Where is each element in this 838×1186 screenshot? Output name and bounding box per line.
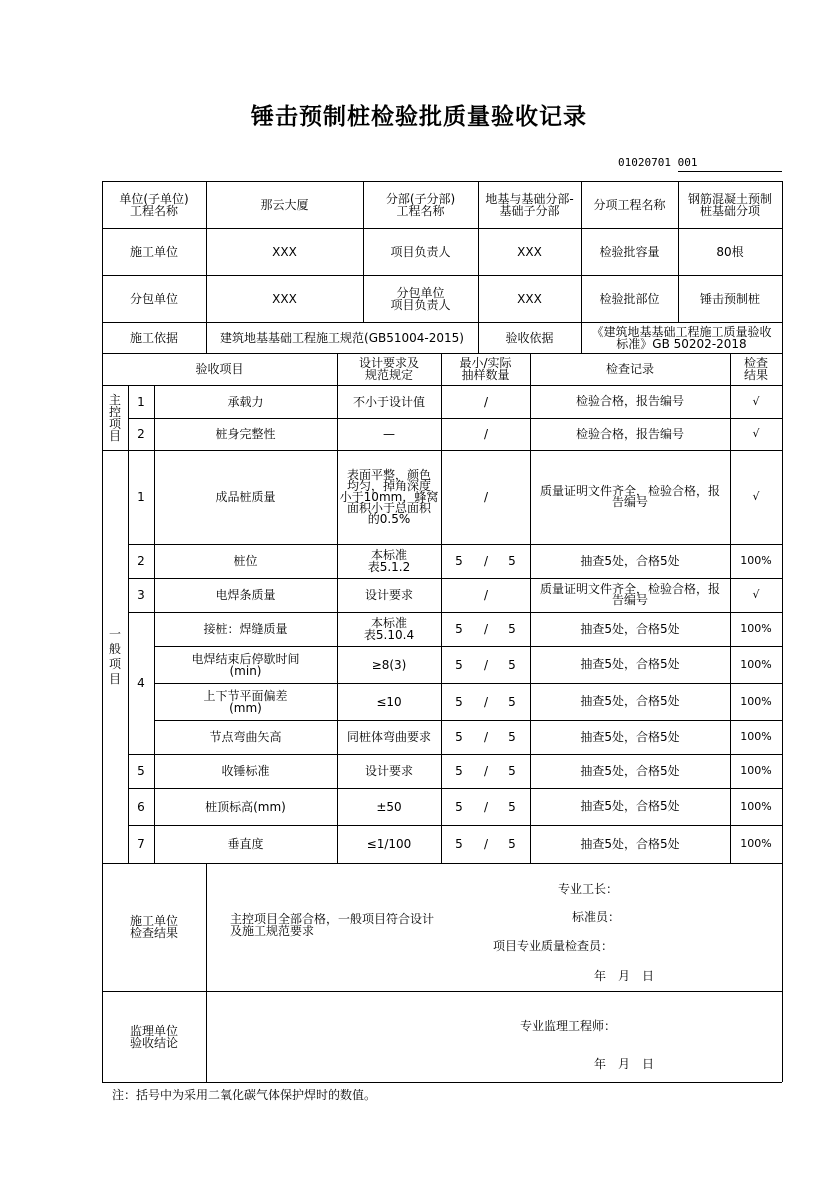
design-requirement: 本标准 表5.10.4 (363, 616, 415, 642)
sub-pm-label: 分包单位 项目负责人 (390, 285, 451, 312)
inspection-record: 抽查5处，合格5处 (580, 694, 680, 708)
location-value: 锤击预制桩 (699, 291, 760, 306)
item-number: 2 (137, 427, 145, 441)
item-name: 电焊条质量 (215, 588, 276, 602)
design-requirement: 设计要求 (364, 588, 413, 602)
item-name: 桩身完整性 (215, 427, 276, 441)
inspection-record: 抽查5处，合格5处 (580, 836, 680, 851)
footnote: 注：括号中为采用二氧化碳气体保护焊时的数值。 (112, 1088, 377, 1102)
pm-value: XXX (517, 244, 542, 259)
item-name: 上下节平面偏差 (mm) (203, 688, 288, 715)
sample-slash: / (483, 427, 489, 441)
sample-slash: / (483, 657, 489, 672)
check-section-label: 施工单位 检查结果 (129, 914, 178, 940)
sample-actual (494, 418, 530, 450)
sample-slash: / (483, 588, 489, 602)
item-name: 电焊结束后停歇时间 (min) (191, 651, 300, 678)
design-requirement: 表面平整，颜色 均匀，掉角深度 小于10mm，蜂窝 面积小于总面积 的0.5% (339, 467, 439, 526)
col-design-header: 设计要求及 规范规定 (358, 356, 419, 382)
sample-min: 5 (455, 622, 463, 636)
inspection-result: 100% (740, 657, 772, 671)
check-conclusion-text: 主控项目全部合格，一般项目符合设计 及施工规范要求 (229, 912, 434, 938)
inspection-result: √ (752, 490, 760, 503)
item-name: 桩顶标高(mm) (205, 799, 286, 814)
item-number: 1 (137, 490, 145, 504)
sub-label: 分包单位 (129, 291, 178, 306)
check-date: 年 月 日 (594, 969, 655, 983)
inspection-record: 质量证明文件齐全，检验合格，报 告编号 (539, 484, 720, 509)
sample-min: 5 (455, 837, 463, 851)
sample-actual: 5 (508, 837, 516, 851)
inspection-record: 抽查5处，合格5处 (580, 729, 680, 744)
inspection-result: 100% (740, 730, 772, 743)
pm-label: 项目负责人 (390, 244, 451, 259)
supervision-engineer-label: 专业监理工程师： (520, 1019, 617, 1033)
grid-line (102, 1082, 782, 1083)
inspection-record: 抽查5处，合格5处 (580, 657, 680, 671)
design-requirement: — (383, 427, 395, 441)
item-number: 3 (137, 588, 145, 602)
constructor-value: XXX (272, 244, 297, 259)
inspection-record: 抽查5处，合格5处 (580, 621, 680, 636)
sample-min: 5 (455, 554, 463, 568)
col-record-header: 检查记录 (605, 362, 654, 376)
inspection-record: 质量证明文件齐全，检验合格，报 告编号 (539, 582, 720, 607)
inspection-result: √ (752, 394, 760, 408)
general-group-label: 一 般 项 目 (108, 626, 121, 686)
inspection-result: √ (752, 427, 760, 440)
item-number: 5 (137, 764, 145, 778)
sample-min: 5 (455, 694, 463, 709)
sample-actual: 5 (508, 554, 516, 568)
standard-officer-label: 标准员： (572, 910, 621, 924)
sample-slash: / (483, 694, 489, 709)
unit-value: 那云大厦 (260, 197, 309, 212)
sample-actual: 5 (508, 657, 516, 672)
document-number-underline (678, 171, 782, 172)
division-label: 分部(子分部) 工程名称 (385, 191, 456, 218)
inspection-record: 抽查5处，合格5处 (580, 553, 680, 568)
item-name: 桩位 (233, 554, 258, 568)
subitem-label: 分项工程名称 (593, 197, 666, 212)
sample-slash: / (483, 799, 489, 814)
item-name: 接桩：焊缝质量 (203, 622, 288, 636)
design-requirement: ≤1/100 (366, 837, 412, 851)
grid-line (206, 863, 207, 1082)
acceptance-label: 验收依据 (505, 330, 554, 345)
quality-inspector-label: 项目专业质量检查员： (493, 939, 614, 953)
inspection-record: 抽查5处，合格5处 (580, 763, 680, 778)
basis-label: 施工依据 (129, 330, 178, 345)
inspection-record: 抽查5处，合格5处 (580, 799, 680, 813)
inspection-result: 100% (740, 799, 772, 813)
division-value: 地基与基础分部- 基础子分部 (485, 191, 574, 218)
inspection-record: 检验合格，报告编号 (575, 394, 684, 408)
sample-actual: 5 (508, 764, 516, 778)
sample-actual: 5 (508, 694, 516, 709)
constructor-label: 施工单位 (129, 244, 178, 259)
sample-actual: 5 (508, 622, 516, 636)
item-number: 2 (137, 554, 145, 568)
supervision-date: 年 月 日 (594, 1057, 655, 1071)
col-result-header: 检查 结果 (743, 356, 768, 382)
design-requirement: ≤10 (376, 694, 402, 709)
capacity-label: 检验批容量 (599, 244, 660, 259)
inspection-result: 100% (740, 622, 772, 635)
basis-value: 建筑地基基础工程施工规范(GB51004-2015) (220, 330, 464, 345)
sample-slash: / (483, 730, 489, 744)
sample-slash: / (483, 490, 489, 504)
sample-actual: 5 (508, 799, 516, 814)
sub-pm-value: XXX (517, 291, 542, 306)
item-name: 垂直度 (227, 837, 264, 851)
item-number: 1 (137, 394, 145, 409)
col-sample-header: 最小/实际 抽样数量 (459, 356, 512, 382)
inspection-result: 100% (740, 837, 772, 850)
unit-label: 单位(子单位) 工程名称 (119, 191, 189, 218)
document-number: 01020701 001 (618, 156, 698, 169)
acceptance-value: 《建筑地基基础工程施工质量验收 标准》GB 50202-2018 (591, 324, 772, 351)
item-name: 收锤标准 (221, 764, 270, 778)
inspection-result: 100% (740, 764, 772, 777)
sample-slash: / (483, 554, 489, 568)
design-requirement: 本标准 表5.1.2 (367, 548, 411, 574)
sample-slash: / (483, 622, 489, 636)
design-requirement: 不小于设计值 (352, 394, 425, 409)
sample-min: 5 (455, 730, 463, 744)
inspection-record: 检验合格，报告编号 (575, 426, 684, 441)
item-name: 承载力 (227, 394, 264, 409)
item-name: 节点弯曲矢高 (209, 730, 282, 744)
item-number: 4 (137, 676, 145, 690)
sample-slash: / (483, 837, 489, 851)
design-requirement: ≥8(3) (371, 657, 407, 672)
inspection-result: 100% (740, 554, 772, 567)
sample-min: 5 (455, 657, 463, 672)
sub-value: XXX (272, 291, 297, 306)
grid-line (782, 181, 783, 1082)
subitem-value: 钢筋混凝土预制 桩基础分项 (687, 191, 772, 218)
sample-min: 5 (455, 764, 463, 778)
supervision-section-label: 监理单位 验收结论 (129, 1023, 178, 1050)
sample-actual (494, 450, 530, 544)
col-item-header: 验收项目 (195, 362, 244, 376)
item-number: 7 (137, 837, 145, 851)
sample-actual: 5 (508, 730, 516, 744)
capacity-value: 80根 (716, 244, 744, 259)
sample-actual (494, 385, 530, 418)
page-title: 锤击预制桩检验批质量验收记录 (251, 104, 587, 130)
item-name: 成品桩质量 (215, 490, 276, 504)
sample-actual (494, 578, 530, 612)
sample-slash: / (483, 394, 489, 409)
design-requirement: 设计要求 (364, 764, 413, 778)
sample-min: 5 (455, 799, 463, 814)
main-control-group-label: 主 控 项 目 (108, 392, 121, 443)
foreman-label: 专业工长： (558, 882, 619, 896)
location-label: 检验批部位 (599, 291, 660, 306)
design-requirement: ±50 (376, 799, 402, 814)
inspection-result: 100% (740, 694, 772, 708)
sample-slash: / (483, 764, 489, 778)
item-number: 6 (137, 799, 145, 814)
design-requirement: 同桩体弯曲要求 (346, 730, 431, 744)
inspection-result: √ (752, 588, 760, 601)
